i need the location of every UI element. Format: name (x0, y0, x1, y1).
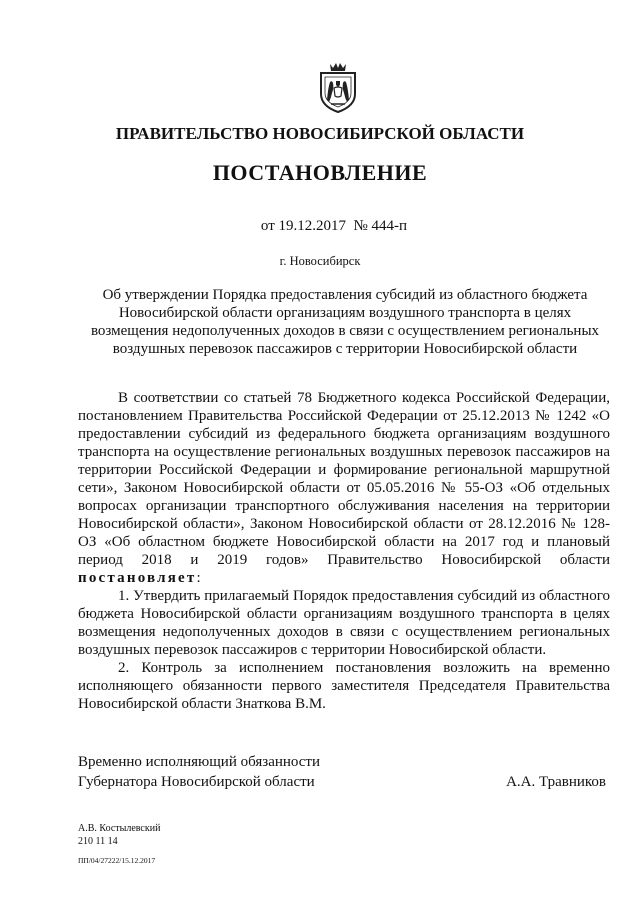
position-line: Временно исполняющий обязанности (78, 754, 321, 770)
document-type: ПОСТАНОВЛЕНИЕ (212, 160, 428, 185)
coat-of-arms-icon (317, 60, 359, 114)
document-title (80, 286, 610, 358)
city: г. Новосибирск (279, 254, 361, 268)
executor-block (78, 822, 160, 848)
signatory-name: А.А. Травников (506, 774, 606, 790)
item-2: 2. Контроль за исполнением постановления возложить на временно исполняющего обязанности первого заместителя Председателя Правительства Новосибирской области Знаткова В.М. (78, 660, 610, 712)
document-body (78, 389, 610, 713)
government-name: ПРАВИТЕЛЬСТВО НОВОСИБИРСКОЙ ОБЛАСТИ (115, 124, 525, 143)
executor-phone: 210 11 14 (78, 836, 118, 847)
preamble-paragraph (78, 389, 610, 587)
executor-name: А.В. Костылевский (78, 823, 161, 834)
preamble-text: В соответствии со статьей 78 Бюджетного кодекса Российской Федерации, постановлением Правительства Российской Федерации от 25.12.2013 № 1242 «О предоставлении субсидий из федерального бюджета организациям воздушного транспорта на осуществление региональных воздушных перевозок пассажиров на территории Российской Федерации и формирование региональной маршрутной сети», Законом Новосибирской области от 05.05.2016 № 55-ОЗ «Об отдельных вопросах организации транспортного обслуживания населения на территории Новосибирской области», Законом Новосибирской области от 28.12.2016 № 128-ОЗ «Об областном бюджете Новосибирской области на 2017 год и плановый период 2018 и 2019 годов» Правительство Новосибирской области (78, 390, 610, 568)
title-line: Новосибирской области организациям воздушного транспорта в целях (118, 305, 572, 321)
position-line: Губернатора Новосибирской области (78, 774, 315, 790)
document-date: от 19.12.2017 (260, 218, 346, 234)
title-line: воздушных перевозок пассажиров с территории Новосибирской области (112, 341, 578, 357)
document-number: № 444-п (353, 218, 408, 234)
item-1: 1. Утвердить прилагаемый Порядок предоставления субсидий из областного бюджета Новосибирской области организациям воздушного транспорта в целях возмещения недополученных доходов в связи с осуществлением региональных воздушных перевозок пассажиров с территории Новосибирской области. (78, 588, 610, 658)
title-line: Об утверждении Порядка предоставления субсидий из областного бюджета (102, 287, 588, 303)
signatory-position (78, 752, 320, 792)
decree-word: постановляет (78, 570, 197, 586)
title-line: возмещения недополученных доходов в связи с осуществлением региональных (90, 323, 600, 339)
decree-colon: : (196, 570, 201, 586)
date-number-line (0, 218, 640, 235)
document-code: ПП/04/27222/15.12.2017 (78, 856, 156, 865)
